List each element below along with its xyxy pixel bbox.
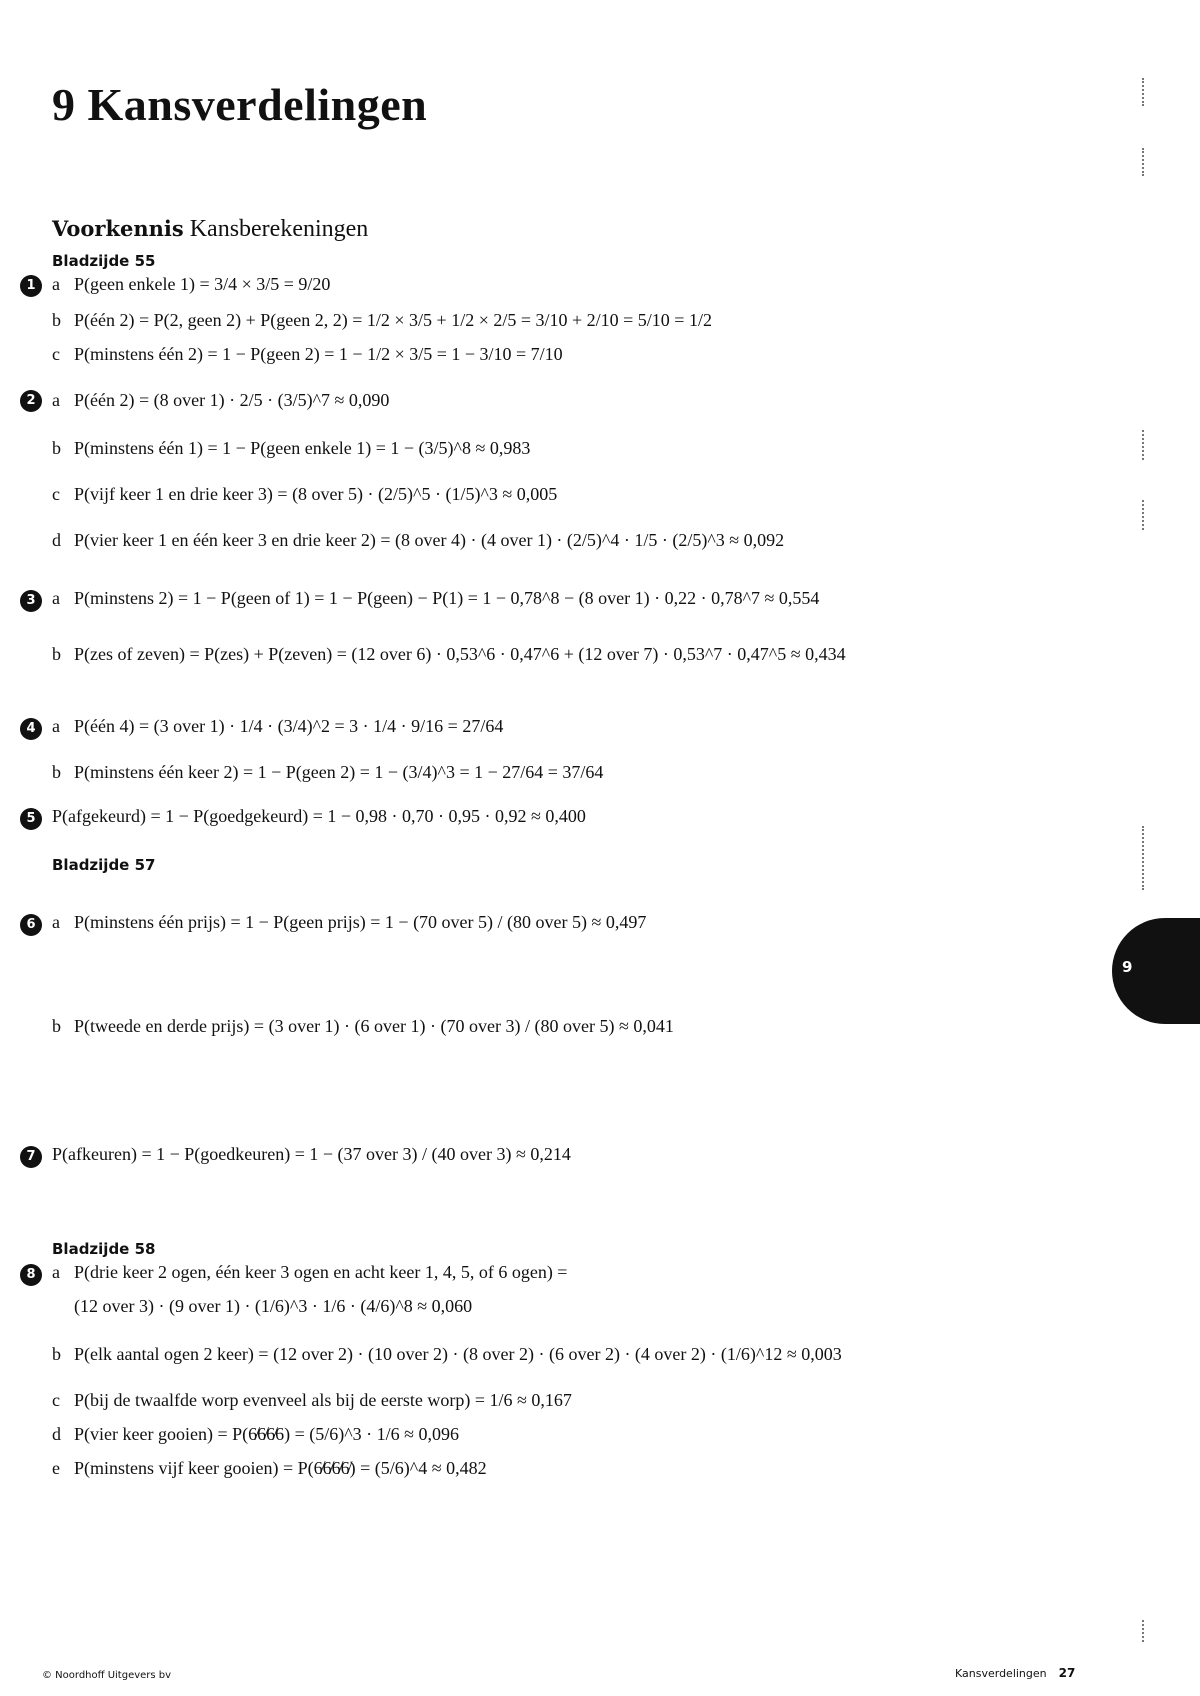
margin-dots (1142, 430, 1146, 460)
line-text: P(zes of zeven) = P(zes) + P(zeven) = (12 over 6) · 0,53^6 · 0,47^6 + (12 over 7) · 0,53^7 · 0,47^5 ≈ 0,434 (74, 644, 846, 664)
line-label: a (52, 716, 60, 736)
page-ref-57: Bladzijde 57 (52, 856, 156, 874)
exercise-line (52, 438, 530, 459)
exercise-line (74, 1296, 472, 1317)
exercise-number: 8 (20, 1264, 42, 1286)
page-ref-58: Bladzijde 58 (52, 1240, 156, 1258)
line-label: b (52, 1016, 61, 1036)
line-text: P(bij de twaalfde worp evenveel als bij de eerste worp) = 1/6 ≈ 0,167 (74, 1390, 572, 1410)
line-text: P(afgekeurd) = 1 − P(goedgekeurd) = 1 − 0,98 · 0,70 · 0,95 · 0,92 ≈ 0,400 (52, 806, 586, 826)
exercise-line (52, 644, 846, 665)
exercise-number: 4 (20, 718, 42, 740)
chapter-tab-number: 9 (1122, 958, 1133, 976)
line-text: P(minstens vijf keer gooien) = P(6̸6̸6̸6̸) = (5/6)^4 ≈ 0,482 (74, 1458, 487, 1478)
exercise-line (52, 344, 563, 365)
line-text: P(minstens één prijs) = 1 − P(geen prijs) = 1 − (70 over 5) / (80 over 5) ≈ 0,497 (74, 912, 647, 932)
line-label: c (52, 1390, 60, 1410)
line-text: P(vier keer gooien) = P(6̸6̸6̸6) = (5/6)^3 · 1/6 ≈ 0,096 (74, 1424, 460, 1444)
line-label: e (52, 1458, 60, 1478)
exercise-number: 5 (20, 808, 42, 830)
footer-right (955, 1666, 1075, 1680)
line-text: P(elk aantal ogen 2 keer) = (12 over 2) · (10 over 2) · (8 over 2) · (6 over 2) · (4 over 2) · (1/6)^12 ≈ 0,003 (74, 1344, 842, 1364)
margin-dots (1142, 1620, 1146, 1642)
line-label: b (52, 644, 61, 664)
footer-copyright: © Noordhoff Uitgevers bv (42, 1670, 172, 1681)
line-text: P(tweede en derde prijs) = (3 over 1) · (6 over 1) · (70 over 3) / (80 over 5) ≈ 0,041 (74, 1016, 674, 1036)
exercise-line (52, 912, 646, 933)
exercise-number: 1 (20, 275, 42, 297)
footer-chapter-title: Kansverdelingen (955, 1667, 1047, 1680)
line-text: (12 over 3) · (9 over 1) · (1/6)^3 · 1/6 · (4/6)^8 ≈ 0,060 (74, 1296, 473, 1316)
line-label: a (52, 274, 60, 294)
line-label: b (52, 438, 61, 458)
exercise-line (52, 716, 503, 737)
margin-dots (1142, 78, 1146, 106)
exercise-line (52, 806, 586, 827)
exercise-line (52, 1144, 571, 1165)
margin-dots (1142, 826, 1146, 890)
section-title-bold: Voorkennis (52, 216, 184, 241)
line-label: b (52, 1344, 61, 1364)
section-title (52, 216, 368, 243)
line-text: P(één 2) = (8 over 1) · 2/5 · (3/5)^7 ≈ 0,090 (74, 390, 390, 410)
line-text: P(vier keer 1 en één keer 3 en drie keer 2) = (8 over 4) · (4 over 1) · (2/5)^4 · 1/5 · (2/5)^3 ≈ 0,092 (74, 530, 785, 550)
exercise-line (52, 762, 603, 783)
exercise-number: 7 (20, 1146, 42, 1168)
exercise-line (52, 1458, 487, 1479)
line-label: c (52, 484, 60, 504)
exercise-line (52, 484, 557, 505)
exercise-line (52, 530, 784, 551)
line-label: a (52, 912, 60, 932)
line-text: P(één 2) = P(2, geen 2) + P(geen 2, 2) = 1/2 × 3/5 + 1/2 × 2/5 = 3/10 + 2/10 = 5/10 = 1/2 (74, 310, 712, 330)
line-text: P(minstens één keer 2) = 1 − P(geen 2) = 1 − (3/4)^3 = 1 − 27/64 = 37/64 (74, 762, 604, 782)
exercise-line (52, 1016, 674, 1037)
line-text: P(drie keer 2 ogen, één keer 3 ogen en acht keer 1, 4, 5, of 6 ogen) = (74, 1262, 568, 1282)
margin-dots (1142, 148, 1146, 176)
line-label: a (52, 390, 60, 410)
line-label: c (52, 344, 60, 364)
exercise-line (52, 1390, 572, 1411)
exercise-line (52, 1344, 842, 1365)
line-text: P(minstens één 2) = 1 − P(geen 2) = 1 − 1/2 × 3/5 = 1 − 3/10 = 7/10 (74, 344, 563, 364)
chapter-tab (1112, 918, 1200, 1024)
exercise-number: 2 (20, 390, 42, 412)
line-label: d (52, 1424, 61, 1444)
line-text: P(één 4) = (3 over 1) · 1/4 · (3/4)^2 = 3 · 1/4 · 9/16 = 27/64 (74, 716, 504, 736)
line-text: P(afkeuren) = 1 − P(goedkeuren) = 1 − (37 over 3) / (40 over 3) ≈ 0,214 (52, 1144, 571, 1164)
page-number: 27 (1058, 1666, 1076, 1680)
exercise-line (52, 1262, 567, 1283)
exercise-line (52, 274, 330, 295)
line-label: b (52, 762, 61, 782)
line-label: a (52, 588, 60, 608)
line-label: d (52, 530, 61, 550)
exercise-number: 6 (20, 914, 42, 936)
chapter-title: 9 Kansverdelingen (52, 79, 428, 130)
exercise-line (52, 1424, 459, 1445)
line-label: a (52, 1262, 60, 1282)
section-title-rest: Kansberekeningen (183, 216, 369, 242)
line-text: P(minstens één 1) = 1 − P(geen enkele 1) = 1 − (3/5)^8 ≈ 0,983 (74, 438, 531, 458)
exercise-line (52, 588, 819, 609)
line-text: P(vijf keer 1 en drie keer 3) = (8 over 5) · (2/5)^5 · (1/5)^3 ≈ 0,005 (74, 484, 558, 504)
page-ref-55: Bladzijde 55 (52, 252, 156, 270)
line-label: b (52, 310, 61, 330)
line-text: P(geen enkele 1) = 3/4 × 3/5 = 9/20 (74, 274, 331, 294)
exercise-line (52, 310, 712, 331)
line-text: P(minstens 2) = 1 − P(geen of 1) = 1 − P(geen) − P(1) = 1 − 0,78^8 − (8 over 1) · 0,22 · 0,78^7 ≈ 0,554 (74, 588, 820, 608)
exercise-line (52, 390, 389, 411)
margin-dots (1142, 500, 1146, 530)
exercise-number: 3 (20, 590, 42, 612)
